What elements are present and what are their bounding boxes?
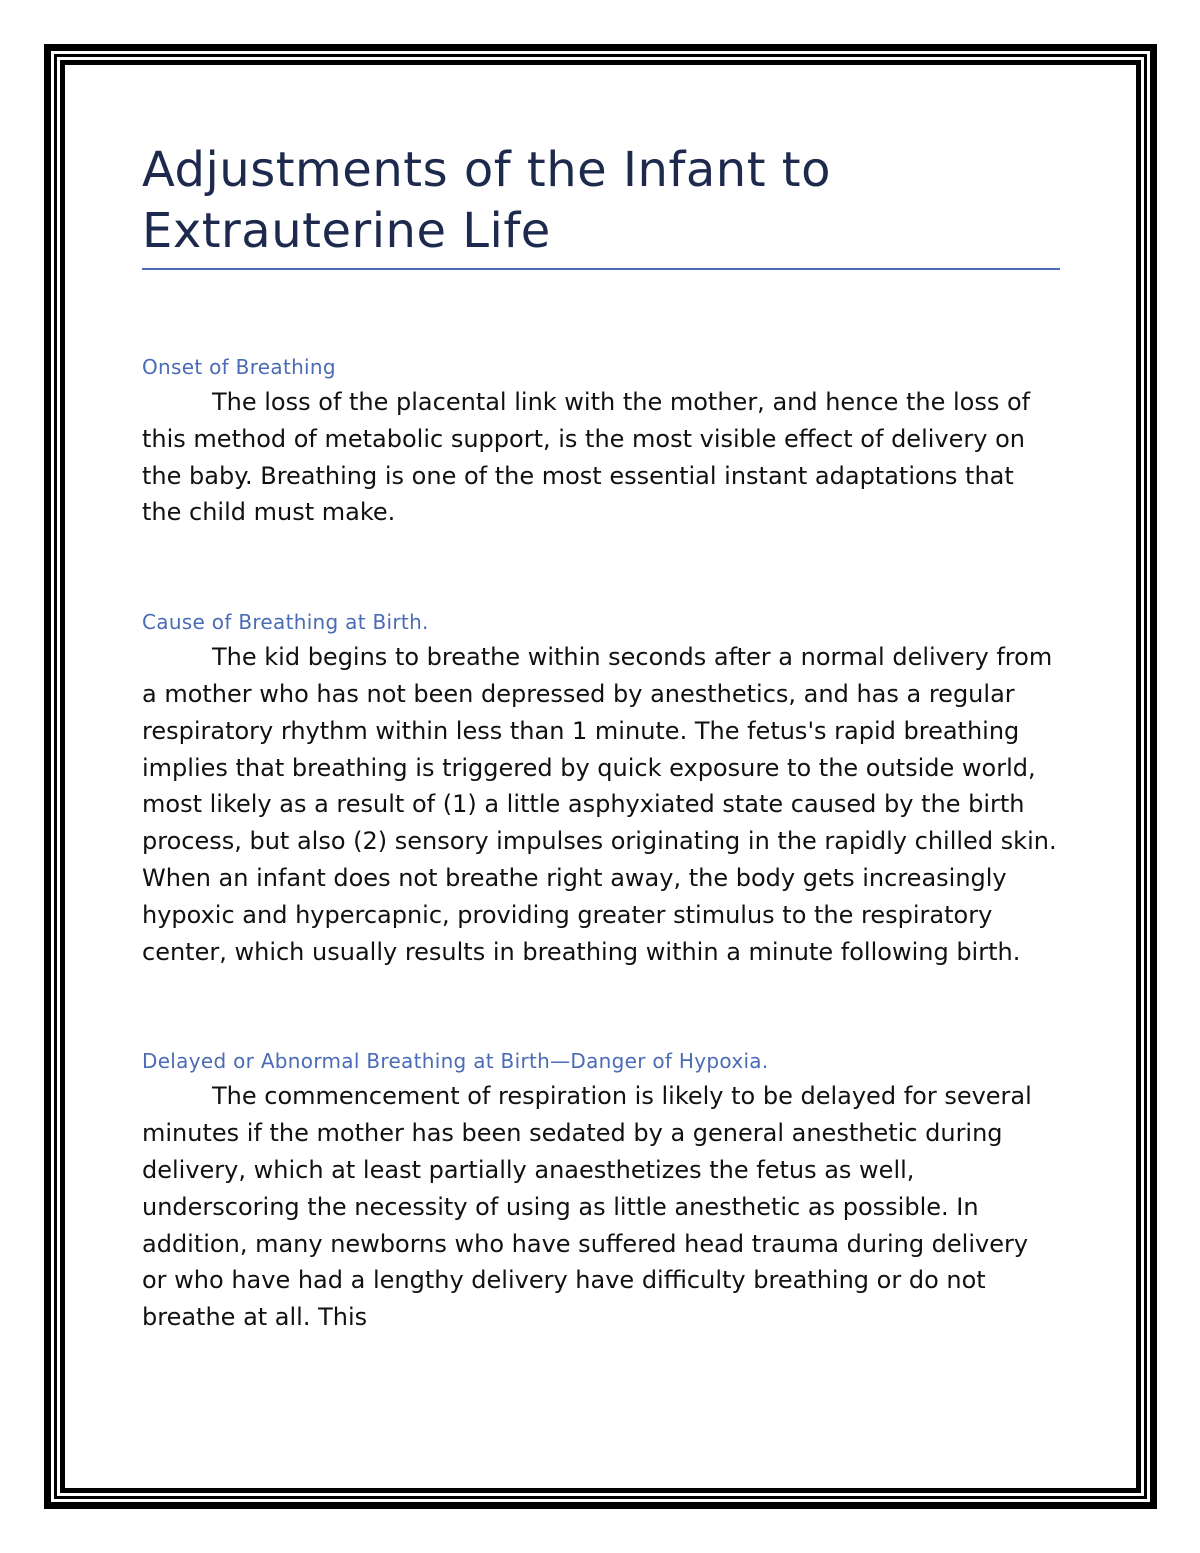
section-heading: Cause of Breathing at Birth.	[142, 610, 429, 635]
title-line-1: Adjustments of the Infant to	[142, 142, 831, 198]
section-delayed-breathing	[142, 1048, 1060, 1336]
title-line-2: Extrauterine Life	[142, 203, 551, 259]
section-onset-of-breathing	[142, 354, 1060, 531]
section-heading: Onset of Breathing	[142, 355, 336, 379]
section-body: The commencement of respiration is likely to be delayed for several minutes if the mother has been sedated by a general anesthetic during delivery, which at least partially anaesthetizes the fetus as well, underscoring the necessity of using as little anesthetic as possible. In addition, many newborns who have suffered head trauma during delivery or who have had a lengthy delivery have difficulty breathing or do not breathe at all. This	[142, 1082, 1032, 1332]
section-body: The loss of the placental link with the mother, and hence the loss of this method of metabolic support, is the most visible effect of delivery on the baby. Breathing is one of the most essential instant adaptations that the child must make.	[142, 388, 1031, 527]
document-title	[142, 140, 1060, 262]
section-cause-of-breathing	[142, 609, 1060, 970]
document-content	[142, 140, 1060, 1336]
section-body: The kid begins to breathe within seconds after a normal delivery from a mother who has not been depressed by anesthetics, and has a regular respiratory rhythm within less than 1 minute. The fetus's rapid breathing implies that breathing is triggered by quick exposure to the outside world, most likely as a result of (1) a little asphyxiated state caused by the birth process, but also (2) sensory impulses originating in the rapidly chilled skin. When an infant does not breathe right away, the body gets increasingly hypoxic and hypercapnic, providing greater stimulus to the respiratory center, which usually results in breathing within a minute following birth.	[142, 643, 1057, 966]
section-heading: Delayed or Abnormal Breathing at Birth—Danger of Hypoxia.	[142, 1049, 769, 1074]
title-divider	[142, 268, 1060, 270]
